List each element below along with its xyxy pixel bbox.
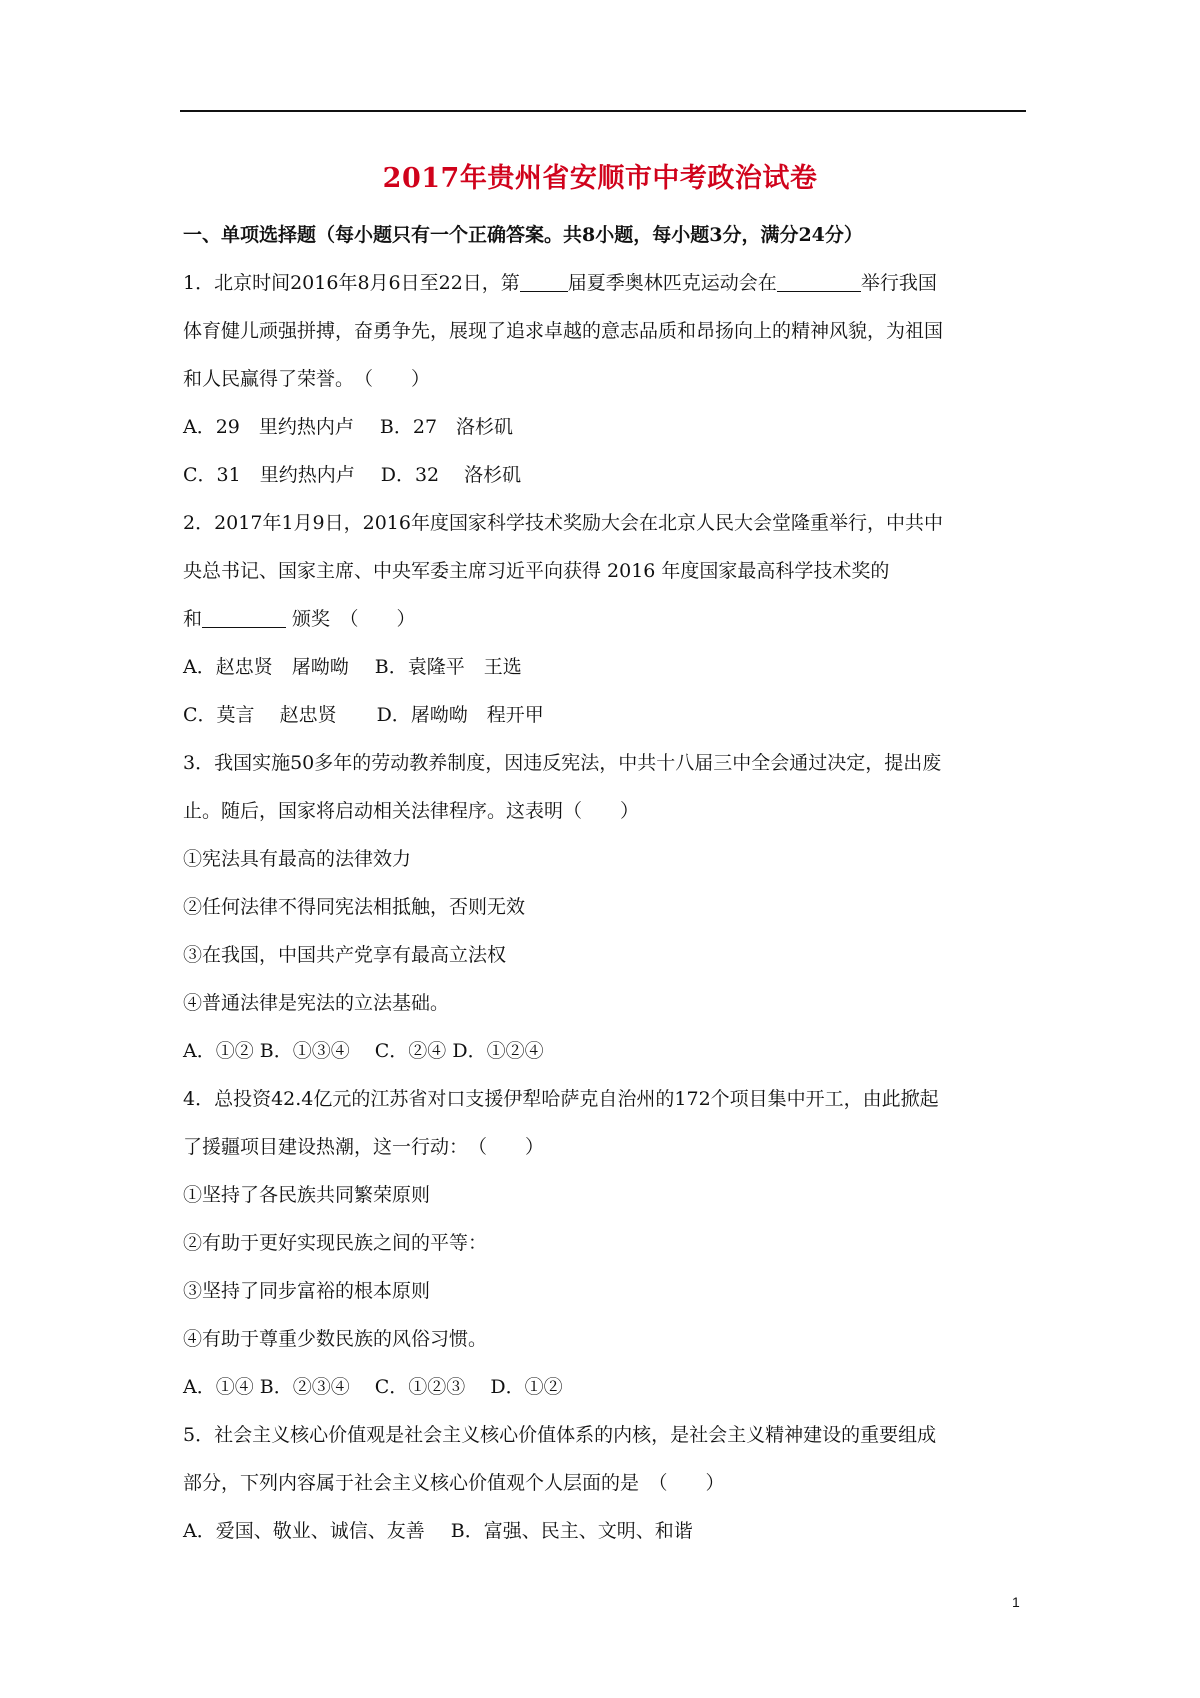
q2-option-b: B．袁隆平 王选 — [374, 656, 522, 678]
q1-text-b: 届夏季奥林匹克运动会在 — [567, 272, 777, 294]
q1-options-ab — [183, 412, 513, 439]
q4-line-2: 了援疆项目建设热潮，这一行动： （ ） — [183, 1136, 545, 1158]
q3-statement-3: ③在我国，中国共产党享有最高立法权 — [183, 944, 507, 966]
q1-text-a: 1．北京时间2016年8月6日至22日，第 — [183, 272, 520, 294]
q1-blank-1 — [520, 272, 568, 292]
q2-text-a: 和 — [183, 608, 203, 630]
q2-text-b: 颁奖 （ ） — [286, 608, 416, 630]
q4-statement-2: ②有助于更好实现民族之间的平等： — [183, 1232, 488, 1254]
q3-options: A．①② B．①③④ C．②④ D．①②④ — [183, 1040, 544, 1062]
q1-line-1 — [183, 268, 937, 295]
q2-blank — [202, 608, 286, 628]
q5-option-a: A．爱国、敬业、诚信、友善 — [183, 1520, 425, 1542]
q1-option-c: C．31 里约热内卢 — [183, 464, 355, 486]
q1-options-cd — [183, 460, 521, 487]
q2-option-d: D．屠呦呦 程开甲 — [376, 704, 544, 726]
q3-statement-4: ④普通法律是宪法的立法基础。 — [183, 992, 450, 1014]
q2-line-1: 2．2017年1月9日，2016年度国家科学技术奖励大会在北京人民大会堂隆重举行，中共中 — [183, 512, 943, 534]
q4-line-1: 4．总投资42.4亿元的江苏省对口支援伊犁哈萨克自治州的172个项目集中开工，由此掀起 — [183, 1088, 939, 1110]
document-title: 2017年贵州省安顺市中考政治试卷 — [382, 163, 818, 194]
q3-line-2: 止。随后，国家将启动相关法律程序。这表明（ ） — [183, 800, 640, 822]
q2-line-2: 央总书记、国家主席、中央军委主席习近平向获得 2016 年度国家最高科学技术奖的 — [183, 560, 890, 582]
section-heading: 一、单项选择题（每小题只有一个正确答案。共8小题，每小题3分，满分24分） — [183, 224, 863, 246]
q2-option-a: A．赵忠贤 屠呦呦 — [183, 656, 349, 678]
q3-statement-2: ②任何法律不得同宪法相抵触，否则无效 — [183, 896, 526, 918]
q1-option-d: D．32 洛杉矶 — [380, 464, 522, 486]
q3-statement-1: ①宪法具有最高的法律效力 — [183, 848, 412, 870]
q2-options-ab — [183, 652, 522, 679]
q5-line-2: 部分，下列内容属于社会主义核心价值观个人层面的是 （ ） — [183, 1472, 725, 1494]
q4-statement-1: ①坚持了各民族共同繁荣原则 — [183, 1184, 431, 1206]
q4-statement-4: ④有助于尊重少数民族的风俗习惯。 — [183, 1328, 488, 1350]
q5-option-b: B．富强、民主、文明、和谐 — [450, 1520, 693, 1542]
q2-line-3 — [183, 604, 416, 631]
page-number: 1 — [1012, 1594, 1020, 1610]
q1-text-c: 举行我国 — [860, 272, 937, 294]
q1-option-a: A．29 里约热内卢 — [183, 416, 354, 438]
q5-line-1: 5．社会主义核心价值观是社会主义核心价值体系的内核，是社会主义精神建设的重要组成 — [183, 1424, 937, 1446]
q4-options: A．①④ B．②③④ C．①②③ D．①② — [183, 1376, 563, 1398]
q1-option-b: B．27 洛杉矶 — [379, 416, 514, 438]
q4-statement-3: ③坚持了同步富裕的根本原则 — [183, 1280, 431, 1302]
q3-line-1: 3．我国实施50多年的劳动教养制度，因违反宪法，中共十八届三中全会通过决定，提出废 — [183, 752, 942, 774]
q1-line-3: 和人民赢得了荣誉。 （ ） — [183, 368, 431, 390]
q1-line-2: 体育健儿顽强拼搏，奋勇争先，展现了追求卓越的意志品质和昂扬向上的精神风貌，为祖国 — [183, 320, 944, 342]
q2-options-cd — [183, 700, 544, 727]
header-rule — [180, 110, 1026, 112]
q5-options-ab — [183, 1516, 693, 1543]
q2-option-c: C．莫言 赵忠贤 — [183, 704, 337, 726]
q1-blank-2 — [777, 272, 861, 292]
